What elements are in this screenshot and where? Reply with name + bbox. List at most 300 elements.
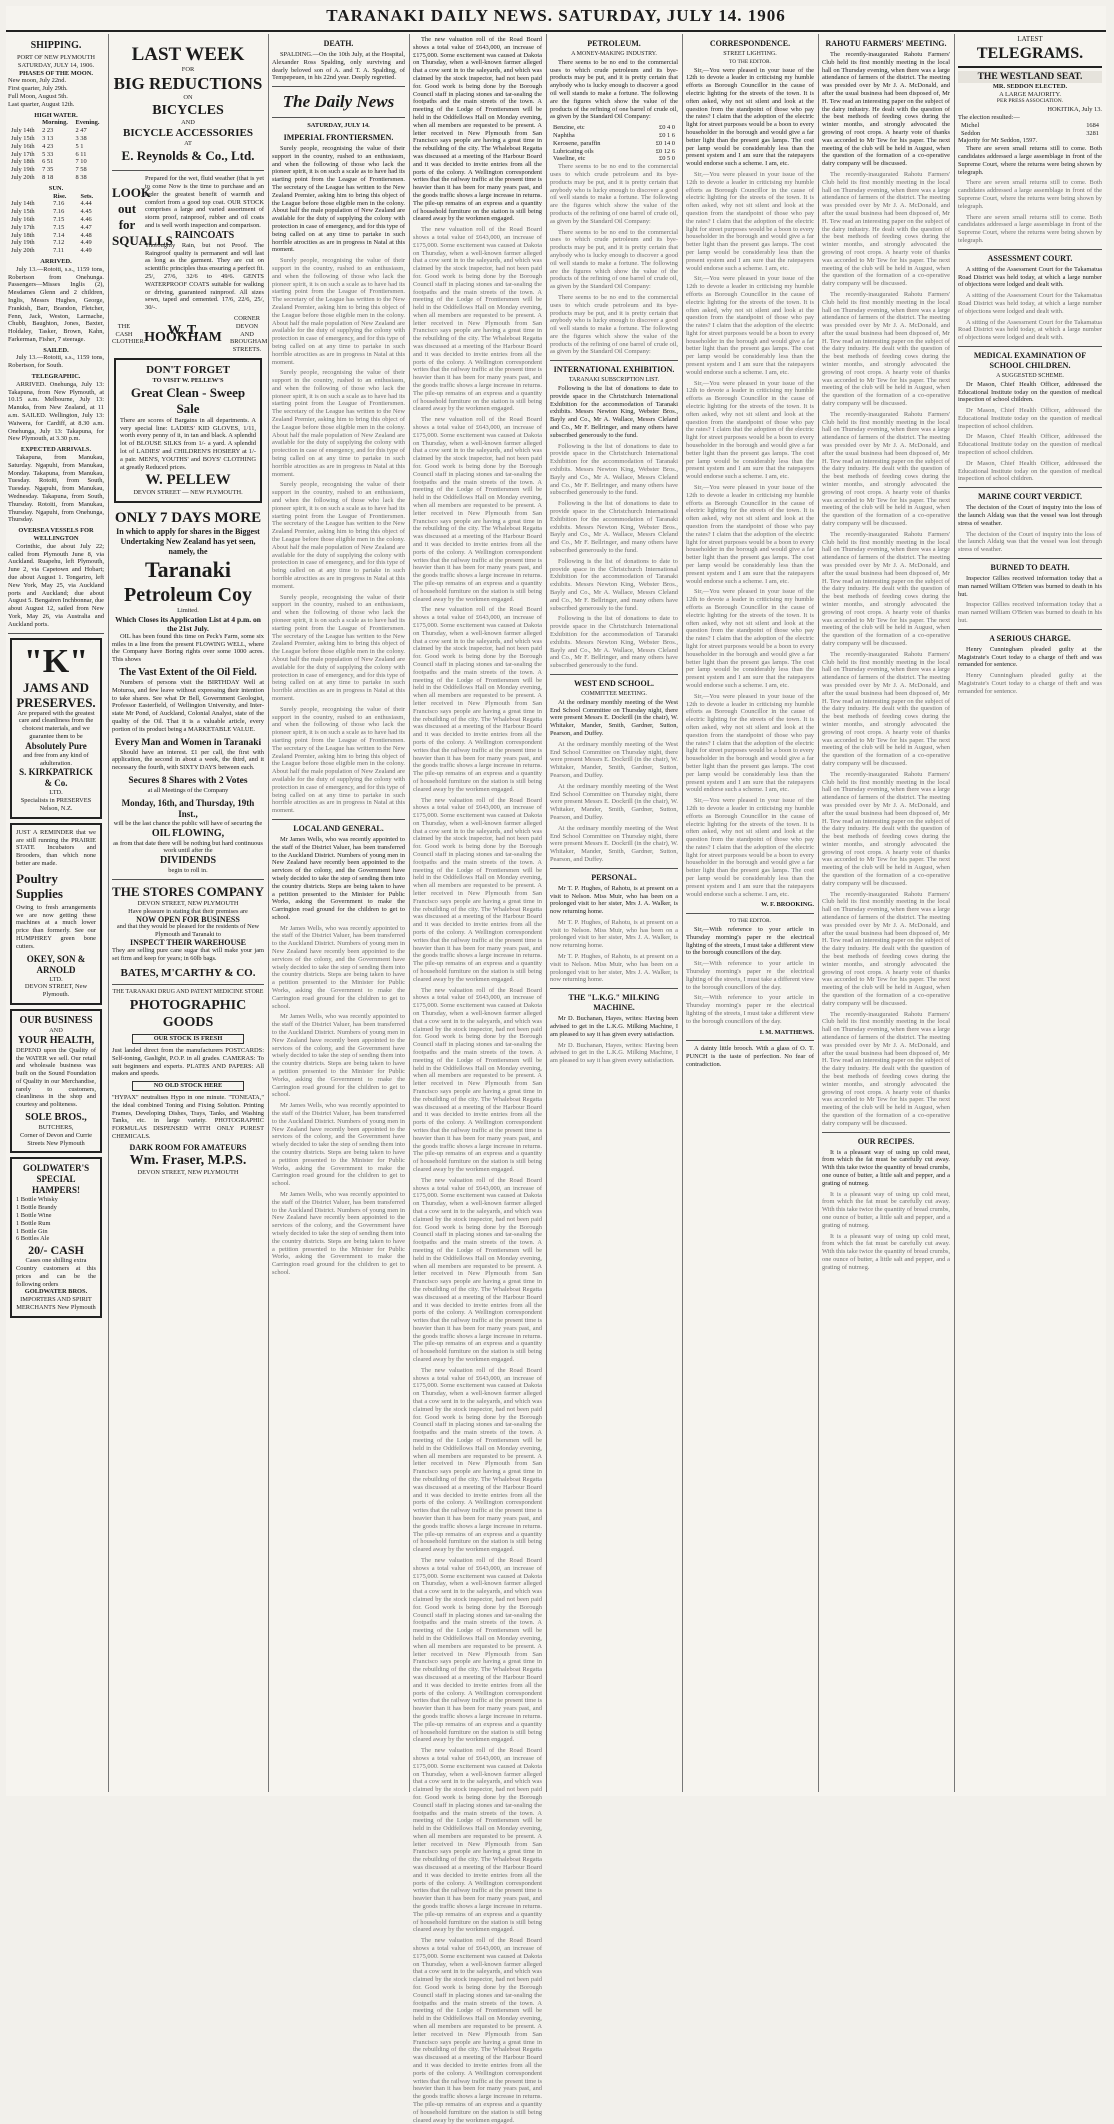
exhibition-heading: INTERNATIONAL EXHIBITION. xyxy=(553,365,675,375)
letter-signature: W. F. BROOKING. xyxy=(761,901,814,909)
punch-advert: A dainty little brooch. With a glass of O. T. PUNCH is the taste of perfection. No fear of contradiction. xyxy=(686,1045,814,1069)
hamper-price-sub: Cases one shilling extra xyxy=(25,1257,87,1265)
table-cell: 7.14 xyxy=(53,231,65,239)
table-cell: Michel xyxy=(961,121,980,129)
hookham-name: W. T. HOOKHAM xyxy=(144,322,222,346)
burned-continued: Inspector Gillies received information today that a man named William O'Brien was burned to death in his hut. xyxy=(958,601,1102,625)
health-title: YOUR HEALTH, xyxy=(17,1034,95,1046)
stock-fresh: OUR STOCK IS FRESH xyxy=(132,1034,244,1044)
medical-text: Dr Mason, Chief Health Officer, addressed the Educational Institute today on the question of medical inspection of school children. xyxy=(958,380,1102,404)
shipping-heading: SHIPPING. xyxy=(30,40,82,51)
table-cell: £0 12 6 xyxy=(655,147,675,155)
table-cell: 3 38 xyxy=(75,134,87,142)
bates-name: BATES, M'CARTHY & CO. xyxy=(120,967,256,980)
jams-body2: and free from any kind of adulteration. xyxy=(23,751,89,767)
rahotu-continued: The recently-inaugurated Rahotu Farmers' Club held its first monthly meeting in the local hall on Thursday evening, when there was a large attendance of farmers of the district. The meeting was presided over by Mr J. A. McDonald, and after the usual business had been disposed of, Mr H. Tew read an interesting paper on the subject of the dairy industry. He dealt with the question of the best methods of feeding cows during the winter months, and strongly advocated the growing of root crops. A hearty vote of thanks was accorded to Mr Tew for his paper. The next meeting of the club will be held in August, when the question of the formation of a co-operative dairy company will be discussed. xyxy=(822,530,950,647)
table-row xyxy=(8,232,104,240)
seddon-elected: MR. SEDDON ELECTED. xyxy=(992,82,1068,90)
school-heading: WEST END SCHOOL. xyxy=(573,678,655,688)
table-cell: 7.16 xyxy=(53,200,65,208)
table-cell: £0 1 6 xyxy=(659,131,675,139)
high-water-heading: HIGH WATER. xyxy=(34,111,78,119)
closes-text: Which Closes its Application List at 4 p.m. on the 21st July. xyxy=(115,614,261,633)
table-cell: 6 51 xyxy=(42,158,54,166)
table-cell: July 20th xyxy=(11,247,35,255)
petroleum-coy: Petroleum Coy xyxy=(124,584,252,607)
table-cell: 7.15 xyxy=(53,215,65,223)
poultry-body: Owing to fresh arrangements we are now getting these machines at a much lower price than formerly. See our HUMPHREY green bone cutters. xyxy=(16,903,96,950)
personal-continued: Mr T. P. Hughes, of Rahotu, is at present on a visit to Nelson. Miss Muir, who has been on a prolonged visit to her sister, Mrs J. A. Walker, is now returning home. xyxy=(550,918,678,950)
table-cell: July 17th xyxy=(11,223,35,231)
table-row xyxy=(958,130,1102,138)
cash-clothier: THE CASH CLOTHIER. xyxy=(112,322,146,346)
hamper-item: 1 Bottle Gin xyxy=(16,1227,48,1235)
arrived-text: July 13.—Rotoiti, s.s., 1159 tons, Robertson from Onehunga. Passengers—Misses Inglis (2), Mesdames Glenn and 2 children, Inglis, Messrs Hughes, George, Frankish, Barr, Brandon, Fletcher, Fenn, Jack, Weston, Larmache, Chubb, Baughton, Jones, Baxter, Holdaley, Tasker, Brown, Kahn, Farkerman, Fisher, 7 steerage. xyxy=(8,265,104,343)
no-old-stock: NO OLD STOCK HERE xyxy=(132,1081,244,1091)
photo-body: Just landed direct from the manufacturers POSTCARDS: Self-toning, Gaslight, P.O.P. in all grades. CAMERAS: To suit beginners and experts. PLATES AND PAPERS: All makes and speeds. xyxy=(112,1047,264,1078)
letter2-continued: Sir,—With reference to your article in Thursday morning's paper re the electrical lighting of the streets, I must take a different view to the borough councillors of the day. xyxy=(686,960,814,991)
high-water-table xyxy=(8,119,104,181)
school-continued: At the ordinary monthly meeting of the West End School Committee on Thursday night, there were present Messrs E. Dockrill (in the chair), W. Whitaker, Mander, Smith, Gardner, Sutton, Pearson, and Duffey. xyxy=(550,740,678,779)
dark-room: DARK ROOM FOR AMATEURS xyxy=(129,1142,247,1152)
letter2-continued: Sir,—With reference to your article in Thursday morning's paper re the electrical lighting of the streets, I must take a different view to the borough councillors of the day. xyxy=(686,994,814,1025)
table-cell: 4.46 xyxy=(80,215,92,223)
dividends: DIVIDENDS xyxy=(159,855,217,867)
table-row xyxy=(550,148,678,156)
school-text: At the ordinary monthly meeting of the West End School Committee on Thursday night, there were present Messrs E. Dockrill (in the chair), W. Whitaker, Mander, Smith, Gardner, Sutton, Pearson, and Duffey. xyxy=(550,698,678,737)
medical-continued: Dr Mason, Chief Health Officer, addressed the Educational Institute today on the question of medical inspection of school children. xyxy=(958,433,1102,457)
imperial-continued: Surely people, recognising the value of their support in the country, rushed to an enthusiasm, and when the following of those who lack the pioneer spirit, it is on such a scale as to have had its starting point from the League of Frontiersmen. The secretary of the League has written to the New Zealand Premier, asking him to bring this object of the League before those eligible men in the colony. About half the male population of New Zealand are available for the duty of supplying the colony with protection in case of emergency, and for this type of being called on at any time to partake in such horrible atrocities as are in progress in Natal at this moment. xyxy=(272,593,405,702)
moon-line: Full Moon, August 5th. xyxy=(8,92,68,100)
table-cell: Seddon xyxy=(961,129,981,137)
pellew-dont-forget: DON'T FORGET xyxy=(146,363,230,376)
table-cell: Kerosene, paraffin xyxy=(553,139,601,147)
table-cell: Lubricating oils xyxy=(553,147,594,155)
column-rule xyxy=(268,34,269,1792)
table-row xyxy=(8,166,104,174)
okey-name: OKEY, SON & ARNOLD xyxy=(26,953,86,975)
table-cell: July 15th xyxy=(11,134,35,142)
stores-address: DEVON STREET, NEW PLYMOUTH xyxy=(137,900,239,908)
column-rule xyxy=(546,34,547,1792)
letter-continued: Sir,—You were pleased in your issue of the 12th to devote a leader in criticising my humble efforts as Borough Councillor in the cause of electric lighting for the streets of the town. It is often asked, why not sit silent and look at the question from the standpoint of those who pay the rates? I claim that the adoption of the electric light for street purposes would be a boon to every householder in the borough and would give a far better light than the present gas lamps. The cost per lamp would be considerably less than the present system and I am sure that the ratepayers would endorse such a scheme. I am, etc. xyxy=(686,692,814,794)
rahotu-continued: The recently-inaugurated Rahotu Farmers' Club held its first monthly meeting in the local hall on Thursday evening, when there was a large attendance of farmers of the district. The meeting was presided over by Mr J. A. McDonald, and after the usual business had been disposed of, Mr H. Tew read an interesting paper on the subject of the dairy industry. He dealt with the question of the best methods of feeding cows during the winter months, and strongly advocated the growing of root crops. A hearty vote of thanks was accorded to Mr Tew for his paper. The next meeting of the club will be held in August, when the question of the formation of a co-operative dairy company will be discussed. xyxy=(822,890,950,1007)
column-rule xyxy=(682,34,683,1792)
marine-text: The decision of the Court of inquiry into the loss of the launch Aldaig was that the vessel was lost through stress of weather. xyxy=(958,504,1102,527)
sole-sub: BUTCHERS, xyxy=(38,1124,74,1132)
table-cell: 4.47 xyxy=(80,223,92,231)
table-cell: 5 1 xyxy=(75,142,84,150)
milking-text: Mr D. Buchanan, Hayes, writes: Having been advised to get in the L.K.G. Milking Machine, I am pleased to say it has given every satisfaction. xyxy=(550,1015,678,1038)
big-reductions: BIG REDUCTIONS xyxy=(113,73,263,93)
recipes-text: It is a pleasant way of using up cold meat, from which the fat must be carefully cut away. With this take twice the quantity of bread crumbs, one ounce of butter, a little salt and pepper, and a grating of nutmeg. xyxy=(822,1148,950,1187)
hamper-item: 1 Bottle Brandy xyxy=(16,1204,57,1212)
hokitika-dateline: HOKITIKA, July 13. xyxy=(1047,106,1102,114)
local-heading: LOCAL AND GENERAL. xyxy=(293,823,384,833)
table-row xyxy=(8,135,104,143)
at-text: AT xyxy=(184,140,192,148)
petroleum-sub: A MONEY-MAKING INDUSTRY. xyxy=(571,51,657,57)
table-header-cell: Rise. xyxy=(53,192,67,200)
telegraphic-text: ARRIVED. Onehunga, July 13: Takapuna, from New Plymouth, at 10.15 a.m. Melbourne, July 13: Manuka, from New Zealand, at 11 a.m. SAILED. Wellington, July 13: Waiwera, for Cardiff, at 8.30 a.m. Onehunga, July 13: Takapuna, for New Plymouth, at 3.30 p.m. xyxy=(8,380,104,443)
table-row xyxy=(550,124,678,132)
raincoats: RAINCOATS xyxy=(174,229,235,241)
local-continued: Mr James Wells, who was recently appointed to the staff of the District Valuer, has been transferred to the Auckland District. Numbers of young men in New Zealand have recently been appointed to the services of the colony, and the Government have wisely decided to take the step of sending them into the country districts. Steps are being taken to have a petition presented to the Minister for Public Works, asking the Government to make the Carrington road ground for the children to get to school. xyxy=(272,1190,405,1276)
news-continued: The new valuation roll of the Road Board shows a total value of £643,000, an increase of £175,000. Some excitement was caused at Dakota on Thursday, when a well-known farmer alleged that a cow sent in to the saleyards, and which was claimed by the stock inspector, had not been paid for. Good work is being done by the Borough Council staff in placing stones and tar-sealing the footpaths and the main streets of the town. A meeting of the Lodge of Frontiersmen will be held in the Oddfellows Hall on Monday evening, when all members are requested to be present. A letter received in New Plymouth from San Francisco says people are having a great time in the rebuilding of the city. The Whaleboat Regatta was discussed at a meeting of the Harbour Board and it was decided to invite entries from all the ports of the colony. A Wellington correspondent writes that the railway traffic at the present time is heavier than it has been for many years past, and the goods traffic shows a large increase in returns. The pile-up remains of an express and a quantity of household furniture on the station is still being cleared away by the workmen engaged. xyxy=(413,1366,542,1554)
table-cell: 4.49 xyxy=(80,239,92,247)
news-continued: The new valuation roll of the Road Board shows a total value of £643,000, an increase of £175,000. Some excitement was caused at Dakota on Thursday, when a well-known farmer alleged that a cow sent in to the saleyards, and which was claimed by the stock inspector, had not been paid for. Good work is being done by the Borough Council staff in placing stones and tar-sealing the footpaths and the main streets of the town. A meeting of the Lodge of Frontiersmen will be held in the Oddfellows Hall on Monday evening, when all members are requested to be present. A letter received in New Plymouth from San Francisco says people are having a great time in the rebuilding of the city. The Whaleboat Regatta was discussed at a meeting of the Harbour Board and it was decided to invite entries from all the ports of the colony. A Wellington correspondent writes that the railway traffic at the present time is heavier than it has been for many years past, and the goods traffic shows a large increase in returns. The pile-up remains of an express and a quantity of household furniture on the station is still being cleared away by the workmen engaged. xyxy=(413,1176,542,1364)
serious-heading: A SERIOUS CHARGE. xyxy=(989,633,1071,643)
letter-text: Sir,—You were pleased in your issue of the 12th to devote a leader in criticising my humble efforts as Borough Councillor in the cause of electric lighting for the streets of the town. It is often asked, why not sit silent and look at the question from the standpoint of those who pay the rates? I claim that the adoption of the electric light for street purposes would be a boon to every householder in the borough and would give a far better light than the present gas lamps. The cost per lamp would be considerably less than the present system and I am sure that the ratepayers would endorse such a scheme. I am, etc. xyxy=(686,66,814,168)
petroleum-table xyxy=(550,124,678,163)
table-cell: 2 23 xyxy=(42,127,54,135)
exhibition-continued: Following is the list of donations to date to provide space in the Christchurch International Exhibition for the accommodation of Taranaki exhibits. Messrs Newton King, Webster Bros., Bayly and Co., Mr A. Wallace, Messrs Cleland and Co., Mr F. Bellringer, and many others have subscribed generously to the fund. xyxy=(550,500,678,555)
hookham-address: CORNER DEVON AND BROUGHAM STREETS. xyxy=(230,314,268,354)
telegrams-column xyxy=(958,36,1102,1791)
stores-body: Have pleasure in stating that their premises are xyxy=(128,907,248,915)
table-row xyxy=(8,174,104,182)
country-text: Country customers at this prices and can be the following orders xyxy=(16,1265,96,1288)
letter-continued: Sir,—You were pleased in your issue of the 12th to devote a leader in criticising my humble efforts as Borough Councillor in the cause of electric lighting for the streets of the town. It is often asked, why not sit silent and look at the question from the standpoint of those who pay the rates? I claim that the adoption of the electric light for street purposes would be a boon to every householder in the borough and would give a far better light than the present gas lamps. The cost per lamp would be considerably less than the present system and I am sure that the ratepayers would endorse such a scheme. I am, etc. xyxy=(686,170,814,272)
rahotu-continued: The recently-inaugurated Rahotu Farmers' Club held its first monthly meeting in the local hall on Thursday evening, when there was a large attendance of farmers of the district. The meeting was presided over by Mr J. A. McDonald, and after the usual business had been disposed of, Mr H. Tew read an interesting paper on the subject of the dairy industry. He dealt with the question of the best methods of feeding cows during the winter months, and strongly advocated the growing of root crops. A hearty vote of thanks was accorded to Mr Tew for his paper. The next meeting of the club will be held in August, when the question of the formation of a co-operative dairy company will be discussed. xyxy=(822,290,950,408)
table-row xyxy=(8,239,104,247)
and-text: AND xyxy=(181,118,195,126)
table-cell: Naphtha xyxy=(553,131,575,139)
hypax-body: "HYPAX" neutralises Hypo in one minute. "TONEATA," the ideal combined Toning and Fixing Solution. Printing Frames, Developing Dishes, Trays, Tanks, and Washing Tanks, etc. in large variety. PHOTOGRAPHIC FORMULAS DISPENSED WITH ONLY PUREST CHEMICALS. xyxy=(112,1093,264,1140)
table-cell: July 19th xyxy=(11,166,35,174)
table-cell: 4.49 xyxy=(80,247,92,255)
goldwater-special: SPECIAL xyxy=(36,1174,76,1185)
recipes-continued: It is a pleasant way of using up cold meat, from which the fat must be carefully cut away. With this take twice the quantity of bread crumbs, one ounce of butter, a little salt and pepper, and a grating of nutmeg. xyxy=(822,1232,950,1271)
stores-body3: They are selling pure cane sugar that will make your jam set firm and keep for years; in 60lb bags. xyxy=(112,946,264,962)
dates-body: will be the last chance the public will have of securing the xyxy=(113,819,263,827)
imperial-continued: Surely people, recognising the value of their support in the country, rushed to an enthusiasm, and when the following of those who lack the pioneer spirit, it is on such a scale as to have had its starting point from the League of Frontiersmen. The secretary of the League has written to the New Zealand Premier, asking him to bring this object of the League before those eligible men in the colony. About half the male population of New Zealand are available for the duty of supplying the colony with protection in case of emergency, and for this type of being called on at any time to partake in such horrible atrocities as are in progress in Natal at this moment. xyxy=(272,257,405,366)
petroleum-continued: There seems to be no end to the commercial uses to which crude petroleum and its bye-products may be put, and it is pretty certain that anybody who is lucky enough to discover a good oil well stands to make a fortune. The following are the figures which show the value of the products of the refining of one barrel of crude oil, as given by the Standard Oil Company: xyxy=(550,293,678,356)
rahotu-column xyxy=(822,36,950,1791)
school-continued: At the ordinary monthly meeting of the West End School Committee on Thursday night, there were present Messrs E. Dockrill (in the chair), W. Whitaker, Mander, Smith, Gardner, Sutton, Pearson, and Duffey. xyxy=(550,824,678,863)
table-cell: 8 18 xyxy=(42,173,54,181)
medical-sub: A SUGGESTED SCHEME. xyxy=(996,372,1064,379)
table-cell: 7.15 xyxy=(53,223,65,231)
hookham-advert xyxy=(112,175,264,312)
letter-continued: Sir,—You were pleased in your issue of the 12th to devote a leader in criticising my humble efforts as Borough Councillor in the cause of electric lighting for the streets of the town. It is often asked, why not sit silent and look at the question from the standpoint of those who pay the rates? I claim that the adoption of the electric light for street purposes would be a boon to every householder in the borough and would give a far better light than the present gas lamps. The cost per lamp would be considerably less than the present system and I am sure that the ratepayers would endorse such a scheme. I am, etc. xyxy=(686,797,814,898)
table-cell: July 20th xyxy=(11,173,35,181)
table-cell: July 19th xyxy=(11,239,35,247)
jams-body: Are prepared with the greatest care and cleanliness from the choicest materials, and we guarantee them to be xyxy=(17,709,95,740)
table-header-cell: Sets. xyxy=(80,192,94,200)
imperial-continued: Surely people, recognising the value of their support in the country, rushed to an enthusiasm, and when the following of those who lack the pioneer spirit, it is on such a scale as to have had its starting point from the League of Frontiersmen. The secretary of the League has written to the New Zealand Premier, asking him to bring this object of the League before those eligible men in the colony. About half the male population of New Zealand are available for the duty of supplying the colony with protection in case of emergency, and for this type of being called on at any time to partake in such horrible atrocities as are in progress in Natal at this moment. xyxy=(272,369,405,478)
shipping-column xyxy=(8,36,104,1791)
table-row xyxy=(8,143,104,151)
okey-address: DEVON STREET, New Plymouth. xyxy=(24,983,88,999)
school-continued: At the ordinary monthly meeting of the West End School Committee on Thursday night, there were present Messrs E. Dockrill (in the chair), W. Whitaker, Mander, Smith, Gardner, Sutton, Pearson, and Duffey. xyxy=(550,782,678,821)
moon-line: Last quarter, August 12th. xyxy=(8,100,75,108)
petroleum-continued: There seems to be no end to the commercial uses to which crude petroleum and its bye-products may be put, and it is pretty certain that anybody who is lucky enough to discover a good oil well stands to make a fortune. The following are the figures which show the value of the products of the refining of one barrel of crude oil, as given by the Standard Oil Company: xyxy=(550,163,678,225)
vast-extent: The Vast Extent of the Oil Field. xyxy=(119,667,257,679)
table-cell: 3 13 xyxy=(42,134,54,142)
hookham-intro: Prepared for the wet, fluid weather (that is yet to come Now is the time to purchase and an order the greatest benefit of warmth and comfort from a good top coat. OUR STOCK comprises a large and varied assortment of storm proof, rainproof, rubber and oil coats and is well worth inspection and comparison. xyxy=(145,175,264,229)
large-majority: A LARGE MAJORITY. xyxy=(999,90,1061,98)
table-cell: July 15th xyxy=(11,208,35,216)
hamper-item: 6 Bottles Ale xyxy=(16,1235,50,1243)
serious-text: Henry Cunningham pleaded guilty at the Magistrate's Court today to a charge of theft and was remanded for sentence. xyxy=(958,645,1102,669)
jams-pure: Absolutely Pure xyxy=(25,740,87,751)
bicycles: BICYCLES xyxy=(152,102,224,118)
every-man: Every Man and Women in Taranaki xyxy=(114,737,262,748)
seat-continued: There are seven small returns still to come. Both candidates addressed a large assemblage in front of the Supreme Court, where the returns were being shown by telegraph. xyxy=(958,213,1102,244)
sun-table xyxy=(8,193,104,255)
hamper-item: 1 Bottle Rum xyxy=(16,1219,51,1227)
table-row xyxy=(550,155,678,163)
marine-heading: MARINE COURT VERDICT. xyxy=(978,492,1082,502)
health-body: DEPEND upon the Quality of the WATER we sell. Our retail and wholesale business was built on the Sound Foundation of Quality in our Merchandise, rarely to customers, cleanliness in the shop and courtesy and politeness. xyxy=(16,1046,96,1109)
business-title: OUR BUSINESS xyxy=(19,1014,93,1026)
pellew-visit: TO VISIT W. PELLEW'S xyxy=(152,376,224,384)
dates: Monday, 16th, and Thursday, 19th Inst., xyxy=(121,797,255,819)
oversea-heading: OVERSEA VESSELS FOR WELLINGTON xyxy=(18,527,94,543)
local-text: Mr James Wells, who was recently appointed to the staff of the District Valuer, has been transferred to the Auckland District. Numbers of young men in New Zealand have recently been appointed to the services of the colony, and the Government have wisely decided to take the step of sending them into the country districts. Steps are being taken to have a petition presented to the Minister for Public Works, asking the Government to make the Carrington road ground for the children to get to school. xyxy=(272,835,405,921)
majority-line: Majority for Mr Seddon, 1597. xyxy=(958,137,1038,145)
advert-column xyxy=(112,36,268,1791)
table-header-cell xyxy=(8,119,39,127)
on-text: ON xyxy=(183,93,193,101)
pellew-advert xyxy=(114,358,262,503)
correspondence-column xyxy=(686,36,814,1791)
burned-text: Inspector Gillies received information today that a man named William O'Brien was burned to death in his hut. xyxy=(958,575,1102,598)
table-header-row xyxy=(8,119,104,127)
seat-text: There are seven small returns still to come. Both candidates addressed a large assemblage in front of the Supreme Court, where the returns were being shown by telegraph. xyxy=(958,145,1102,176)
press-association: PER PRESS ASSOCIATION. xyxy=(996,98,1064,105)
news-column xyxy=(413,36,542,2124)
hamper-price: 20/- CASH xyxy=(28,1243,84,1258)
medical-continued: Dr Mason, Chief Health Officer, addressed the Educational Institute today on the question of medical inspection of school children. xyxy=(958,407,1102,430)
local-continued: Mr James Wells, who was recently appointed to the staff of the District Valuer, has been transferred to the Auckland District. Numbers of young men in New Zealand have recently been appointed to the services of the colony, and the Government have wisely decided to take the step of sending them into the country districts. Steps are being taken to have a petition presented to the Minister for Public Works, asking the Government to make the Carrington road ground for the children to get to school. xyxy=(272,1102,405,1188)
table-cell: 7.12 xyxy=(53,239,65,247)
table-cell: 7 35 xyxy=(42,166,54,174)
masthead: TARANAKI DAILY NEWS. SATURDAY, JULY 14. 1906 xyxy=(6,6,1106,32)
hamper-item: 1 Bottle Whisky xyxy=(16,1196,58,1204)
goldwater-title: GOLDWATER'S xyxy=(22,1163,90,1174)
result-intro: The election resulted:— xyxy=(958,113,1020,121)
rahotu-continued: The recently-inaugurated Rahotu Farmers' Club held its first monthly meeting in the local hall on Thursday evening, when there was a large attendance of farmers of the district. The meeting was presided over by Mr J. A. McDonald, and after the usual business had been disposed of, Mr H. Tew read an interesting paper on the subject of the dairy industry. He dealt with the question of the best methods of feeding cows during the winter months, and strongly advocated the growing of root crops. A hearty vote of thanks was accorded to Mr Tew for his paper. The next meeting of the club will be held in August, when the question of the formation of a co-operative dairy company will be discussed. xyxy=(822,770,950,887)
table-row xyxy=(958,122,1102,130)
letter2-signature: I. M. MATTHEWS. xyxy=(759,1028,814,1036)
table-row xyxy=(8,151,104,159)
every-body: Should have an interest. £1 per call, the first with application, the second in about a week, the third, and it necessary the fourth, with SIXTY DAYS between each. xyxy=(112,748,264,772)
kirkpatrick-nelson: Specialists in PRESERVES Nelson, N.Z. xyxy=(20,797,92,812)
table-row xyxy=(8,247,104,255)
election-results xyxy=(958,122,1102,138)
table-row xyxy=(550,132,678,140)
sailed-text: July 13.—Rotoiti, s.s., 1159 tons, Robertson, for South. xyxy=(8,354,104,370)
seat-continued: There are seven small returns still to come. Both candidates addressed a large assemblage in front of the Supreme Court, where the returns were being shown by telegraph. xyxy=(958,179,1102,210)
rahotu-text: The recently-inaugurated Rahotu Farmers' Club held its first monthly meeting in the local hall on Thursday evening, when there was a large attendance of farmers of the district. The meeting was presided over by Mr J. A. McDonald, and after the usual business had been disposed of, Mr H. Tew read an interesting paper on the subject of the dairy industry. He dealt with the question of the best methods of feeding cows during the winter months, and strongly advocated the growing of root crops. A hearty vote of thanks was accorded to Mr Tew for his paper. The next meeting of the club will be held in August, when the question of the formation of a co-operative dairy company will be discussed. xyxy=(822,51,950,168)
westland-heading: THE WESTLAND SEAT. xyxy=(958,71,1102,83)
assessment-continued: A sitting of the Assessment Court for the Takamatua Road District was held today, at which a large number of objections were lodged and dealt with. xyxy=(958,292,1102,315)
oversea-text: Corinthic, due about July 22; called from Plymouth June 8, via Auckland. Ruapehu, left Plymouth, June 2, via Capetown and Hobart; due about August 1. Tongariro, left New York, May 25, via Auckland ports and Auckland; due about August 5. Bengairen Inchbonnar, due about August 12, sailed from New York, May 26, via Australia and Auckland ports. xyxy=(8,542,104,628)
rahotu-continued: The recently-inaugurated Rahotu Farmers' Club held its first monthly meeting in the local hall on Thursday evening, when there was a large attendance of farmers of the district. The meeting was presided over by Mr J. A. McDonald, and after the usual business had been disposed of, Mr H. Tew read an interesting paper on the subject of the dairy industry. He dealt with the question of the best methods of feeding cows during the winter months, and strongly advocated the growing of root crops. A hearty vote of thanks was accorded to Mr Tew for his paper. The next meeting of the club will be held in August, when the question of the formation of a co-operative dairy company will be discussed. xyxy=(822,170,950,288)
oil-flowing-body: as from that date there will be nothing but hard continuous work until after the xyxy=(113,839,263,855)
hookham-body: Thoroughly Rain, but not Proof. The Raingroof quality is permanent and will last as long as the garment. They are cut on scientific principles thus ensuring a perfect fit. 25/, 27/6, 32/6 to 49/6. GENTS WATERPROOF COATS suitable for walking or driving, guaranteed rainproof. All sizes sewn, taped and cemented. 17/6, 22/6, 25/, 30/-. xyxy=(145,241,264,312)
jams-title: JAMS AND PRESERVES. xyxy=(16,679,96,710)
begin-text: begin to roll in. xyxy=(168,867,208,875)
table-cell: 2 47 xyxy=(75,127,87,135)
death-heading: DEATH. xyxy=(323,39,354,48)
oil-body: OIL has been found this time on Peck's Farm, some six miles in a line from the present FLOWING WELL, where the Company have Boring rights over some 1000 acres. This shows xyxy=(112,632,264,664)
table-cell: 7.11 xyxy=(53,247,65,255)
letter-continued: Sir,—You were pleased in your issue of the 12th to devote a leader in criticising my humble efforts as Borough Councillor in the cause of electric lighting for the streets of the town. It is often asked, why not sit silent and look at the question from the standpoint of those who pay the rates? I claim that the adoption of the electric light for street purposes would be a boon to every householder in the borough and would give a far better light than the present gas lamps. The cost per lamp would be considerably less than the present system and I am sure that the ratepayers would endorse such a scheme. I am, etc. xyxy=(686,588,814,689)
moon-line: First quarter, July 29th. xyxy=(8,85,68,93)
photographic-goods: PHOTOGRAPHIC GOODS xyxy=(129,998,247,1031)
fraser-name: Wm. Fraser, M.P.S. xyxy=(129,1152,247,1168)
table-row xyxy=(550,140,678,148)
table-cell: July 14th xyxy=(11,200,35,208)
table-cell: 7.16 xyxy=(53,208,65,216)
reynolds: E. Reynolds & Co., Ltd. xyxy=(121,148,255,164)
telegraphic-heading: TELEGRAPHIC. xyxy=(31,373,81,381)
expected-heading: EXPECTED ARRIVALS. xyxy=(20,446,92,454)
drug-store-title: THE TARANAKI DRUG AND PATENT MEDICINE STORE xyxy=(112,989,264,996)
for-text: FOR xyxy=(181,66,195,73)
poultry-title: Poultry Supplies xyxy=(16,870,63,901)
exhibition-continued: Following is the list of donations to date to provide space in the Christchurch International Exhibition for the accommodation of Taranaki exhibits. Messrs Newton King, Webster Bros., Bayly and Co., Mr A. Wallace, Messrs Cleland and Co., Mr F. Bellringer, and many others have subscribed generously to the fund. xyxy=(550,442,678,497)
latest-label: LATEST xyxy=(1017,35,1043,43)
table-cell: July 18th xyxy=(11,231,35,239)
moon-line: New moon, July 22nd. xyxy=(8,77,67,85)
column-rule xyxy=(108,34,109,1792)
milking-continued: Mr D. Buchanan, Hayes, writes: Having been advised to get in the L.K.G. Milking Machine, I am pleased to say it has given every satisfaction. xyxy=(550,1041,678,1065)
news-continued: The new valuation roll of the Road Board shows a total value of £643,000, an increase of £175,000. Some excitement was caused at Dakota on Thursday, when a well-known farmer alleged that a cow sent in to the saleyards, and which was claimed by the stock inspector, had not been paid for. Good work is being done by the Borough Council staff in placing stones and tar-sealing the footpaths and the main streets of the town. A meeting of the Lodge of Frontiersmen will be held in the Oddfellows Hall on Monday evening, when all members are requested to be present. A letter received in New Plymouth from San Francisco says people are having a great time in the rebuilding of the city. The Whaleboat Regatta was discussed at a meeting of the Harbour Board and it was decided to invite entries from all the ports of the colony. A Wellington correspondent writes that the railway traffic at the present time is heavier than it has been for many years past, and the goods traffic shows a large increase in returns. The pile-up remains of an express and a quantity of household furniture on the station is still being cleared away by the workmen engaged. xyxy=(413,606,542,793)
newspaper-page xyxy=(6,6,1106,2124)
news-continued: The new valuation roll of the Road Board shows a total value of £643,000, an increase of £175,000. Some excitement was caused at Dakota on Thursday, when a well-known farmer alleged that a cow sent in to the saleyards, and which was claimed by the stock inspector, had not been paid for. Good work is being done by the Borough Council staff in placing stones and tar-sealing the footpaths and the main streets of the town. A meeting of the Lodge of Frontiersmen will be held in the Oddfellows Hall on Monday evening, when all members are requested to be present. A letter received in New Plymouth from San Francisco says people are having a great time in the rebuilding of the city. The Whaleboat Regatta was discussed at a meeting of the Harbour Board and it was decided to invite entries from all the ports of the colony. A Wellington correspondent writes that the railway traffic at the present time is heavier than it has been for many years past, and the goods traffic shows a large increase in returns. The pile-up remains of an express and a quantity of household furniture on the station is still being cleared away by the workmen engaged. xyxy=(413,416,542,603)
rahotu-continued: The recently-inaugurated Rahotu Farmers' Club held its first monthly meeting in the local hall on Thursday evening, when there was a large attendance of farmers of the district. The meeting was presided over by Mr J. A. McDonald, and after the usual business had been disposed of, Mr H. Tew read an interesting paper on the subject of the dairy industry. He dealt with the question of the best methods of feeding cows during the winter months, and strongly advocated the growing of root crops. A hearty vote of thanks was accorded to Mr Tew for his paper. The next meeting of the club will be held in August, when the question of the formation of a co-operative dairy company will be discussed. xyxy=(822,1010,950,1127)
assessment-text: A sitting of the Assessment Court for the Takamatua Road District was held today, at which a large number of objections were lodged and dealt with. xyxy=(958,265,1102,289)
seven-days: ONLY 7 DAYS MORE xyxy=(114,510,262,527)
stores-open: NOW OPEN FOR BUSINESS xyxy=(136,914,240,924)
column-rule xyxy=(954,34,955,1792)
recipes-heading: OUR RECIPES. xyxy=(857,1136,915,1146)
okey-ltd: LTD. xyxy=(49,975,63,983)
sole-bros-advert xyxy=(10,1009,102,1154)
rahotu-continued: The recently-inaugurated Rahotu Farmers' Club held its first monthly meeting in the local hall on Thursday evening, when there was a large attendance of farmers of the district. The meeting was presided over by Mr J. A. McDonald, and after the usual business had been disposed of, Mr H. Tew read an interesting paper on the subject of the dairy industry. He dealt with the question of the best methods of feeding cows during the winter months, and strongly advocated the growing of root crops. A hearty vote of thanks was accorded to Mr Tew for his paper. The next meeting of the club will be held in August, when the question of the formation of a co-operative dairy company will be discussed. xyxy=(822,410,950,528)
secures: Secures 8 Shares with 2 Votes xyxy=(128,776,248,787)
editorial-date: SATURDAY, JULY 14. xyxy=(307,122,370,130)
business-and: AND xyxy=(49,1026,63,1034)
correspondence-sub: STREET LIGHTING. xyxy=(723,51,777,57)
imperial-text: Surely people, recognising the value of their support in the country, rushed to an enthusiasm, and when the following of those who lack the pioneer spirit, it is on such a scale as to have had its starting point from the League of Frontiersmen. The secretary of the League has written to the New Zealand Premier, asking him to bring this object of the League before those eligible men in the colony. About half the male population of New Zealand are available for the duty of supplying the colony with protection in case of emergency, and for this type of being called on at any time to partake in such horrible atrocities as are in progress in Natal at this moment. xyxy=(272,144,405,254)
table-cell: £0 4 0 xyxy=(659,124,675,132)
sole-address: Corner of Devon and Currie Streets New Plymouth xyxy=(19,1131,93,1147)
bicycle-accessories: BICYCLE ACCESSORIES xyxy=(123,127,253,140)
rahotu-continued: The recently-inaugurated Rahotu Farmers' Club held its first monthly meeting in the local hall on Thursday evening, when there was a large attendance of farmers of the district. The meeting was presided over by Mr J. A. McDonald, and after the usual business had been disposed of, Mr H. Tew read an interesting paper on the subject of the dairy industry. He dealt with the question of the best methods of feeding cows during the winter months, and strongly advocated the growing of root crops. A hearty vote of thanks was accorded to Mr Tew for his paper. The next meeting of the club will be held in August, when the question of the formation of a co-operative dairy company will be discussed. xyxy=(822,650,950,767)
personal-heading: PERSONAL. xyxy=(591,872,637,882)
table-row xyxy=(8,224,104,232)
table-header-cell: Morning. xyxy=(42,119,68,127)
table-cell: 4 23 xyxy=(42,142,54,150)
table-cell: 8 38 xyxy=(75,173,87,181)
sole-bros: SOLE BROS., xyxy=(25,1112,87,1124)
school-sub: COMMITTEE MEETING. xyxy=(581,690,647,697)
table-cell: Benzine, etc xyxy=(553,124,585,132)
news-continued: The new valuation roll of the Road Board shows a total value of £643,000, an increase of £175,000. Some excitement was caused at Dakota on Thursday, when a well-known farmer alleged that a cow sent in to the saleyards, and which was claimed by the stock inspector, had not been paid for. Good work is being done by the Borough Council staff in placing stones and tar-sealing the footpaths and the main streets of the town. A meeting of the Lodge of Frontiersmen will be held in the Oddfellows Hall on Monday evening, when all members are requested to be present. A letter received in New Plymouth from San Francisco says people are having a great time in the rebuilding of the city. The Whaleboat Regatta was discussed at a meeting of the Harbour Board and it was decided to invite entries from all the ports of the colony. A Wellington correspondent writes that the railway traffic at the present time is heavier than it has been for many years past, and the goods traffic shows a large increase in returns. The pile-up remains of an express and a quantity of household furniture on the station is still being cleared away by the workmen engaged. xyxy=(413,986,542,1173)
assessment-heading: ASSESSMENT COURT. xyxy=(987,253,1073,263)
medical-continued: Dr Mason, Chief Health Officer, addressed the Educational Institute today on the question of medical inspection of school children. xyxy=(958,459,1102,483)
petroleum-column xyxy=(550,36,678,1791)
pellew-sale: Great Clean - Sweep Sale xyxy=(130,384,246,416)
table-cell: 7 58 xyxy=(75,166,87,174)
burned-heading: BURNED TO DEATH. xyxy=(990,563,1070,573)
table-row xyxy=(8,216,104,224)
meetings: at all Meetings of the Company xyxy=(147,787,229,795)
table-cell: July 16th xyxy=(11,215,35,223)
table-cell: £0 14 0 xyxy=(655,139,675,147)
hamper-item: 1 Bottle Wine xyxy=(16,1212,52,1220)
imperial-continued: Surely people, recognising the value of their support in the country, rushed to an enthusiasm, and when the following of those who lack the pioneer spirit, it is on such a scale as to have had its starting point from the League of Frontiersmen. The secretary of the League has written to the New Zealand Premier, asking him to bring this object of the League before those eligible men in the colony. About half the male population of New Zealand are available for the duty of supplying the colony with protection in case of emergency, and for this type of being called on at any time to partake in such horrible atrocities as are in progress in Natal at this moment. xyxy=(272,481,405,590)
news-continued: The new valuation roll of the Road Board shows a total value of £643,000, an increase of £175,000. Some excitement was caused at Dakota on Thursday, when a well-known farmer alleged that a cow sent in to the saleyards, and which was claimed by the stock inspector, had not been paid for. Good work is being done by the Borough Council staff in placing stones and tar-sealing the footpaths and the main streets of the town. A meeting of the Lodge of Frontiersmen will be held in the Oddfellows Hall on Monday evening, when all members are requested to be present. A letter received in New Plymouth from San Francisco says people are having a great time in the rebuilding of the city. The Whaleboat Regatta was discussed at a meeting of the Harbour Board and it was decided to invite entries from all the ports of the colony. A Wellington correspondent writes that the railway traffic at the present time is heavier than it has been for many years past, and the goods traffic shows a large increase in returns. The pile-up remains of an express and a quantity of household furniture on the station is still being cleared away by the workmen engaged. xyxy=(413,796,542,983)
stores-body2: and that they would be pleased for the residents of New Plymouth and Taranaki to xyxy=(116,923,260,939)
sun-heading: SUN. xyxy=(48,184,64,192)
goldwater-hampers: HAMPERS! xyxy=(32,1185,80,1196)
column-rule xyxy=(818,34,819,1792)
letter-continued: Sir,—You were pleased in your issue of the 12th to devote a leader in criticising my humble efforts as Borough Councillor in the cause of electric lighting for the streets of the town. It is often asked, why not sit silent and look at the question from the standpoint of those who pay the rates? I claim that the adoption of the electric light for street purposes would be a boon to every householder in the borough and would give a far better light than the present gas lamps. The cost per lamp would be considerably less than the present system and I am sure that the ratepayers would endorse such a scheme. I am, etc. xyxy=(686,484,814,585)
limited-text: Limited. xyxy=(177,607,199,615)
sailed-heading: SAILED. xyxy=(43,346,69,354)
exhibition-sub: TARANAKI SUBSCRIPTION LIST. xyxy=(568,377,660,384)
fraser-address: DEVON STREET, NEW PLYMOUTH xyxy=(137,1168,239,1176)
recipes-continued: It is a pleasant way of using up cold meat, from which the fat must be carefully cut away. With this take twice the quantity of bread crumbs, one ounce of butter, a little salt and pepper, and a grating of nutmeg. xyxy=(822,1190,950,1229)
look-out-squalls: LOOK out for SQUALLS xyxy=(112,185,173,249)
arrived-heading: ARRIVED. xyxy=(40,257,72,265)
vast-body: Numbers of persons visit the BIRTHDAY Well at Moturoa, and few leave without expressing their intention to take shares. See what Dr Bell, Government Geologist, Professor Easterfield, of Wellington University, and Inter-state Mr Pond, of Auckland, Colonial Analyst, state of the quality of the Oil. That it is a valuable article, every portion of its product being a MARKETABLE VALUE. xyxy=(112,679,264,733)
table-header-cell: Evening. xyxy=(75,119,100,127)
personal-continued: Mr T. P. Hughes, of Rahotu, is at present on a visit to Nelson. Miss Muir, who has been on a prolonged visit to her sister, Mrs J. A. Walker, is now returning home. xyxy=(550,953,678,984)
rahotu-heading: RAHOTU FARMERS' MEETING. xyxy=(825,39,947,48)
table-cell: July 16th xyxy=(11,142,35,150)
table-row xyxy=(8,158,104,166)
news-continued: The new valuation roll of the Road Board shows a total value of £643,000, an increase of £175,000. Some excitement was caused at Dakota on Thursday, when a well-known farmer alleged that a cow sent in to the saleyards, and which was claimed by the stock inspector, had not been paid for. Good work is being done by the Borough Council staff in placing stones and tar-sealing the footpaths and the main streets of the town. A meeting of the Lodge of Frontiersmen will be held in the Oddfellows Hall on Monday evening, when all members are requested to be present. A letter received in New Plymouth from San Francisco says people are having a great time in the rebuilding of the city. The Whaleboat Regatta was discussed at a meeting of the Harbour Board and it was decided to invite entries from all the ports of the colony. A Wellington correspondent writes that the railway traffic at the present time is heavier than it has been for many years past, and the goods traffic shows a large increase in returns. The pile-up remains of an express and a quantity of household furniture on the station is still being cleared away by the workmen engaged. xyxy=(413,1937,542,2124)
table-cell: 7 10 xyxy=(75,158,87,166)
kirkpatrick: S. KIRKPATRICK & Co. xyxy=(19,767,93,789)
table-row xyxy=(8,200,104,208)
table-cell: £0 5 0 xyxy=(659,155,675,163)
table-cell: 1684 xyxy=(1086,121,1099,129)
oil-flowing: OIL FLOWING, xyxy=(151,827,225,839)
letter-continued: Sir,—You were pleased in your issue of the 12th to devote a leader in criticising my humble efforts as Borough Councillor in the cause of electric lighting for the streets of the town. It is often asked, why not sit silent and look at the question from the standpoint of those who pay the rates? I claim that the adoption of the electric light for street purposes would be a boon to every householder in the borough and would give a far better light than the present gas lamps. The cost per lamp would be considerably less than the present system and I am sure that the ratepayers would endorse such a scheme. I am, etc. xyxy=(686,379,814,481)
reminder-text: JUST A REMINDER that we are still running the PRAIRIE STATE Incubators and Brooders, than which none better are made. xyxy=(16,828,96,867)
moon-heading: PHASES OF THE MOON. xyxy=(19,69,93,77)
pellew-address: DEVON STREET — NEW PLYMOUTH. xyxy=(133,489,243,497)
editorial-column xyxy=(272,36,405,1791)
apply-text: In which to apply for shares in the Biggest Undertaking New Zealand has yet seen, namely, the xyxy=(116,527,260,557)
k-brand: "K" xyxy=(23,642,89,680)
local-continued: Mr James Wells, who was recently appointed to the staff of the District Valuer, has been transferred to the Auckland District. Numbers of young men in New Zealand have recently been appointed to the services of the colony, and the Government have wisely decided to take the step of sending them into the country districts. Steps are being taken to have a petition presented to the Minister for Public Works, asking the Government to make the Carrington road ground for the children to get to school. xyxy=(272,1013,405,1099)
petroleum-text: There seems to be no end to the commercial uses to which crude petroleum and its bye-products may be put, and it is pretty certain that anybody who is lucky enough to discover a good oil well stands to make a fortune. The following are the figures which show the value of the products of the refining of one barrel of crude oil, as given by the Standard Oil Company: xyxy=(550,58,678,121)
petroleum-heading: PETROLEUM. xyxy=(587,39,641,48)
table-cell: July 14th xyxy=(11,127,35,135)
telegrams-heading: TELEGRAMS. xyxy=(976,44,1084,62)
pellew-name: W. PELLEW xyxy=(145,472,231,489)
milking-heading: THE "L.K.G." MILKING MACHINE. xyxy=(568,993,660,1013)
goldwater-advert xyxy=(10,1157,102,1317)
port-date: SATURDAY, JULY 14, 1906. xyxy=(17,61,95,69)
news-continued: The new valuation roll of the Road Board shows a total value of £643,000, an increase of £175,000. Some excitement was caused at Dakota on Thursday, when a well-known farmer alleged that a cow sent in to the saleyards, and which was claimed by the stock inspector, had not been paid for. Good work is being done by the Borough Council staff in placing stones and tar-sealing the footpaths and the main streets of the town. A meeting of the Lodge of Frontiersmen will be held in the Oddfellows Hall on Monday evening, when all members are requested to be present. A letter received in New Plymouth from San Francisco says people are having a great time in the rebuilding of the city. The Whaleboat Regatta was discussed at a meeting of the Harbour Board and it was decided to invite entries from all the ports of the colony. A Wellington correspondent writes that the railway traffic at the present time is heavier than it has been for many years past, and the goods traffic shows a large increase in returns. The pile-up remains of an express and a quantity of household furniture on the station is still being cleared away by the workmen engaged. xyxy=(413,1557,542,1744)
table-header-row xyxy=(8,193,104,201)
imperial-heading: IMPERIAL FRONTIERSMEN. xyxy=(283,132,394,142)
table-cell: July 17th xyxy=(11,150,35,158)
petroleum-continued: There seems to be no end to the commercial uses to which crude petroleum and its bye-products may be put, and it is pretty certain that anybody who is lucky enough to discover a good oil well stands to make a fortune. The following are the figures which show the value of the products of the refining of one barrel of crude oil, as given by the Standard Oil Company: xyxy=(550,228,678,291)
table-cell: 6 11 xyxy=(75,150,87,158)
port-line: PORT OF NEW PLYMOUTH xyxy=(16,54,96,61)
